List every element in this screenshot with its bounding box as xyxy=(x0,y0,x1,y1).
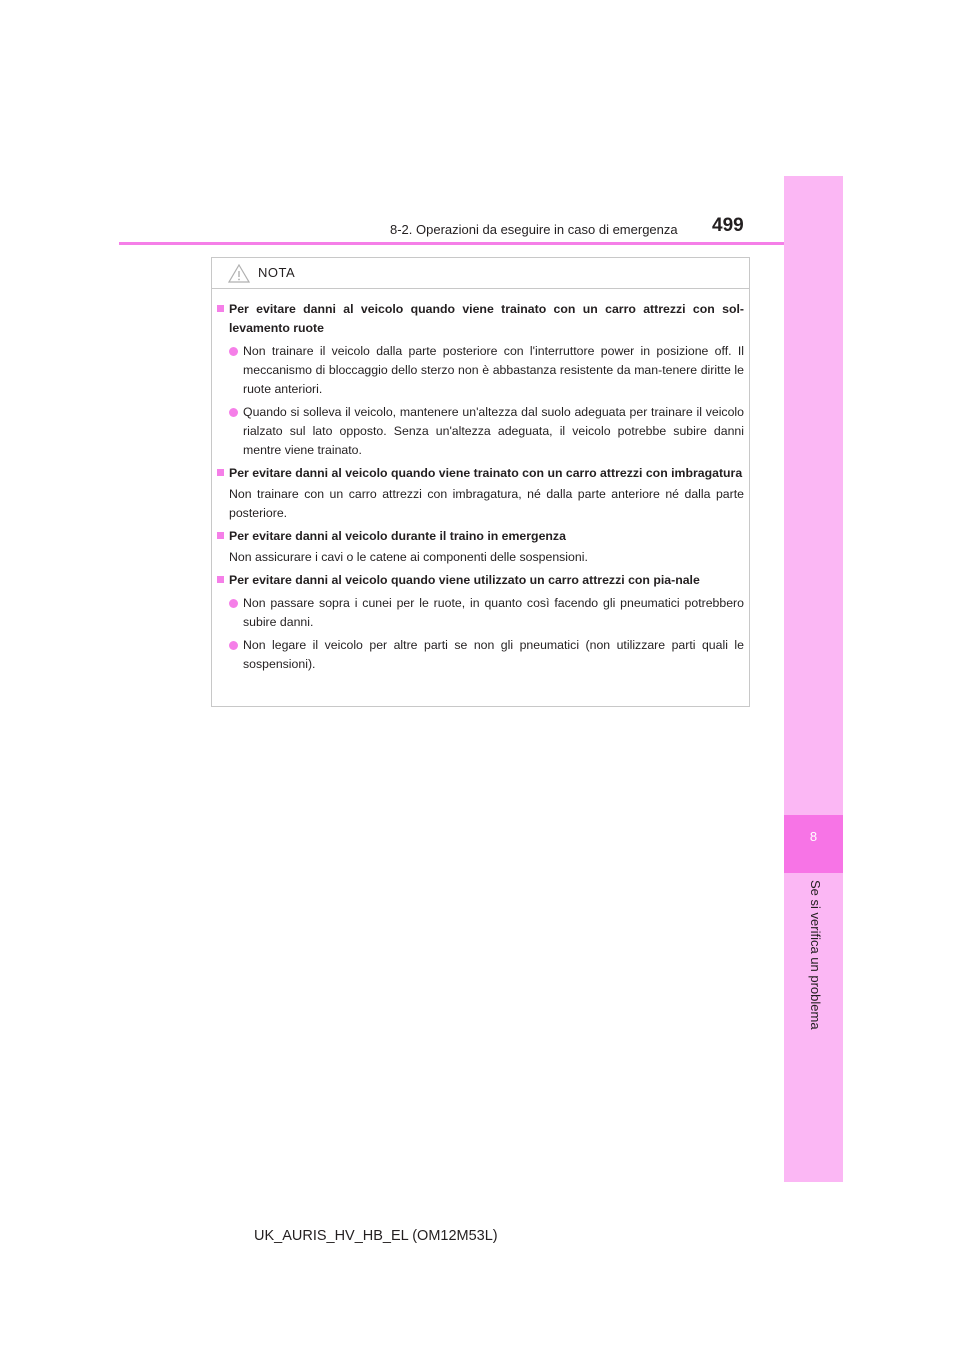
circle-bullet-icon xyxy=(229,408,238,417)
square-bullet-icon xyxy=(217,469,224,476)
note-bullet: Non trainare il veicolo dalla parte posteriore con l'interruttore power in posizione off. Il meccanismo di bloccaggio dello sterzo non è abbastanza resistente da man-tenere diritte le ruote anteriori. xyxy=(217,342,744,399)
note-bullet: Non legare il veicolo per altre parti se non gli pneumatici (non utilizzare parti quali le sospensioni). xyxy=(217,636,744,674)
circle-bullet-icon xyxy=(229,641,238,650)
chapter-title: Se si verifica un problema xyxy=(808,880,823,1030)
warning-triangle-icon xyxy=(228,264,250,283)
square-bullet-icon xyxy=(217,305,224,312)
chapter-number: 8 xyxy=(809,829,818,844)
note-text: Non assicurare i cavi o le catene ai componenti delle sospensioni. xyxy=(229,550,588,564)
note-label: NOTA xyxy=(258,265,296,280)
section-title: 8-2. Operazioni da eseguire in caso di emergenza xyxy=(390,222,678,237)
circle-bullet-icon xyxy=(229,599,238,608)
note-bullet: Quando si solleva il veicolo, mantenere un'altezza dal suolo adeguata per trainare il veicolo rialzato sul lato opposto. Senza un'altezza adeguata, il veicolo potrebbe subire danni mentre viene trainato. xyxy=(217,403,744,460)
note-heading: Per evitare danni al veicolo durante il traino in emergenza xyxy=(217,527,744,546)
note-text: Non trainare con un carro attrezzi con imbragatura, né dalla parte anteriore né dalla parte posteriore. xyxy=(229,487,744,520)
chapter-tab-active xyxy=(784,815,843,873)
square-bullet-icon xyxy=(217,576,224,583)
note-heading: Per evitare danni al veicolo quando viene utilizzato un carro attrezzi con pia-nale xyxy=(217,571,744,590)
note-bullet: Non passare sopra i cunei per le ruote, in quanto così facendo gli pneumatici potrebbero subire danni. xyxy=(217,594,744,632)
circle-bullet-icon xyxy=(229,347,238,356)
footer-model-code: UK_AURIS_HV_HB_EL (OM12M53L) xyxy=(254,1228,498,1244)
note-header xyxy=(212,258,749,289)
square-bullet-icon xyxy=(217,532,224,539)
note-box xyxy=(211,257,750,707)
note-content xyxy=(217,296,744,676)
page-number: 499 xyxy=(712,215,744,236)
chapter-side-tab xyxy=(784,176,843,1182)
note-heading: Per evitare danni al veicolo quando viene trainato con un carro attrezzi con imbragatura xyxy=(217,464,744,483)
note-heading: Per evitare danni al veicolo quando viene trainato con un carro attrezzi con sol-levamento ruote xyxy=(217,300,744,338)
header-divider xyxy=(119,242,784,245)
